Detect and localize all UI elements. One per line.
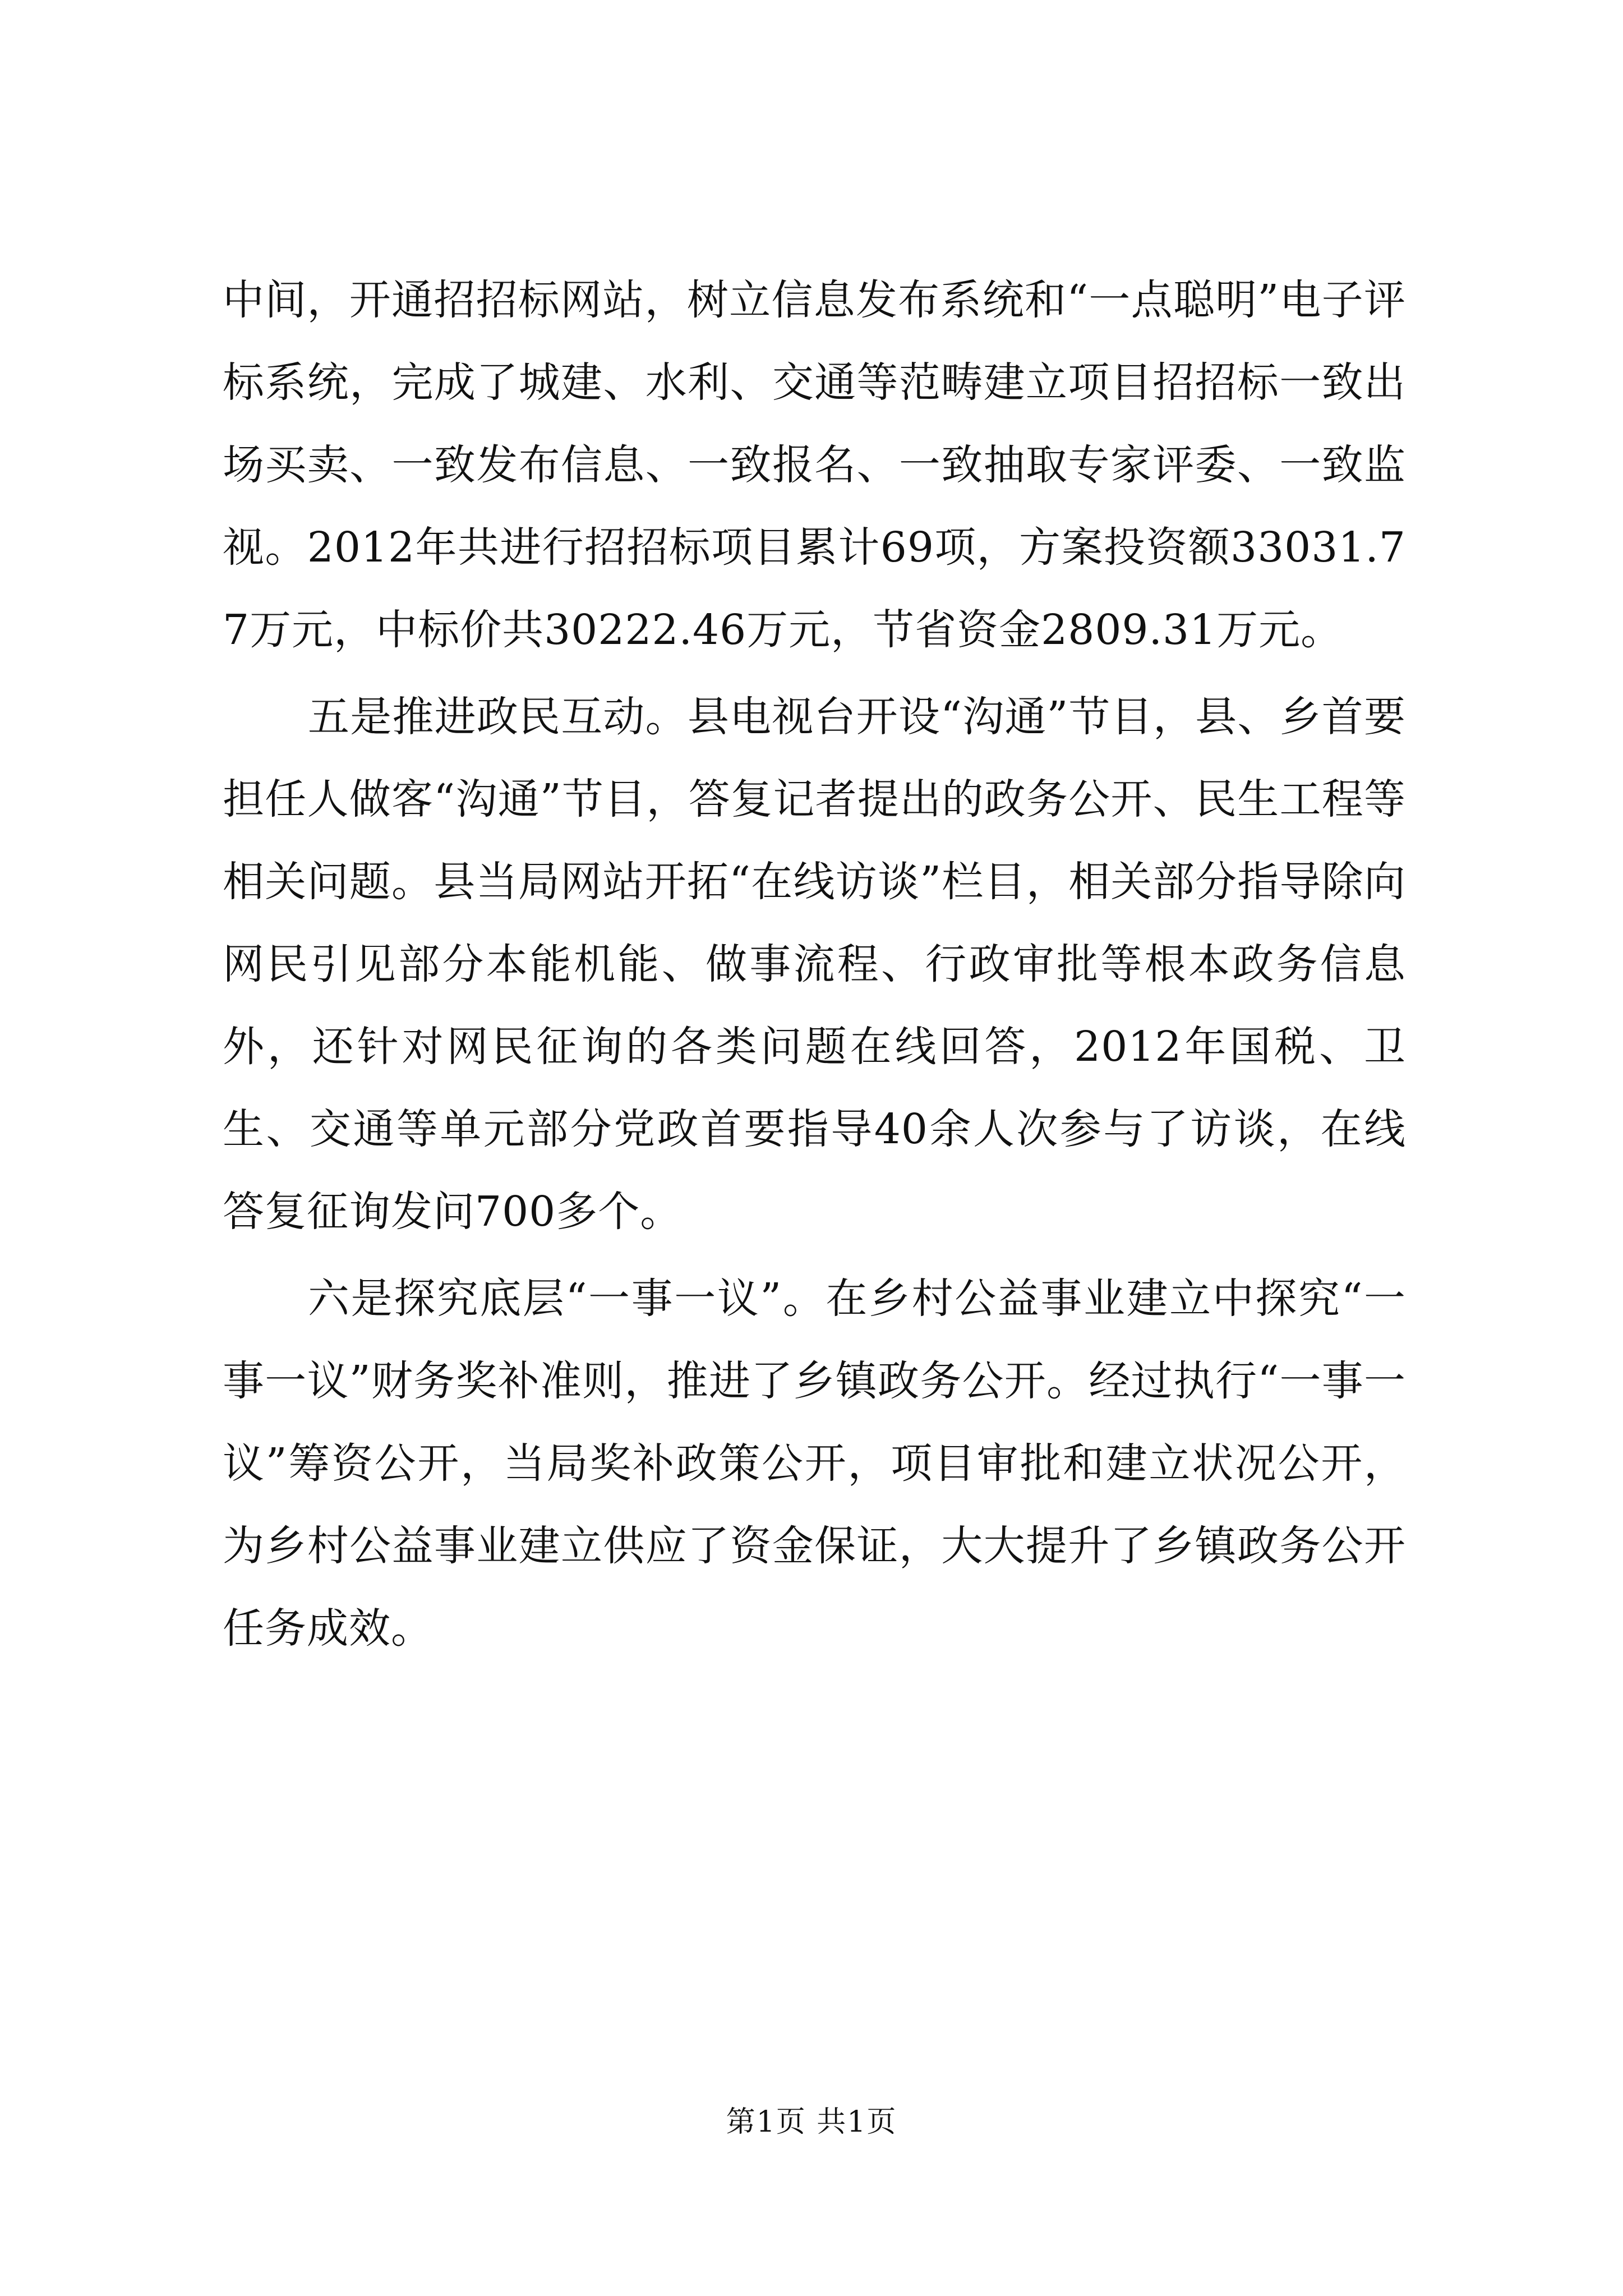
document-body — [223, 259, 1406, 1674]
page-footer: 第1页 共1页 — [726, 2105, 897, 2139]
paragraph-1: 中间，开通招招标网站，树立信息发布系统和“一点聪明”电子评标系统，完成了城建、水利、交通等范畴建立项目招招标一致出场买卖、一致发布信息、一致报名、一致抽取专家评委、一致监视。2012年共进行招招标项目累计69项，方案投资额33031.77万元，中标价共30222.46万元，节省资金2809.31万元。 — [223, 276, 1406, 654]
paragraph-3: 六是探究底层“一事一议”。在乡村公益事业建立中探究“一事一议”财务奖补准则，推进了乡镇政务公开。经过执行“一事一议”筹资公开，当局奖补政策公开，项目审批和建立状况公开，为乡村公益事业建立供应了资金保证，大大提升了乡镇政务公开任务成效。 — [223, 1274, 1406, 1653]
paragraph-2: 五是推进政民互动。县电视台开设“沟通”节目，县、乡首要担任人做客“沟通”节目，答复记者提出的政务公开、民生工程等相关问题。县当局网站开拓“在线访谈”栏目，相关部分指导除向网民引见部分本能机能、做事流程、行政审批等根本政务信息外，还针对网民征询的各类问题在线回答，2012年国税、卫生、交通等单元部分党政首要指导40余人次参与了访谈，在线答复征询发问700多个。 — [223, 693, 1406, 1236]
